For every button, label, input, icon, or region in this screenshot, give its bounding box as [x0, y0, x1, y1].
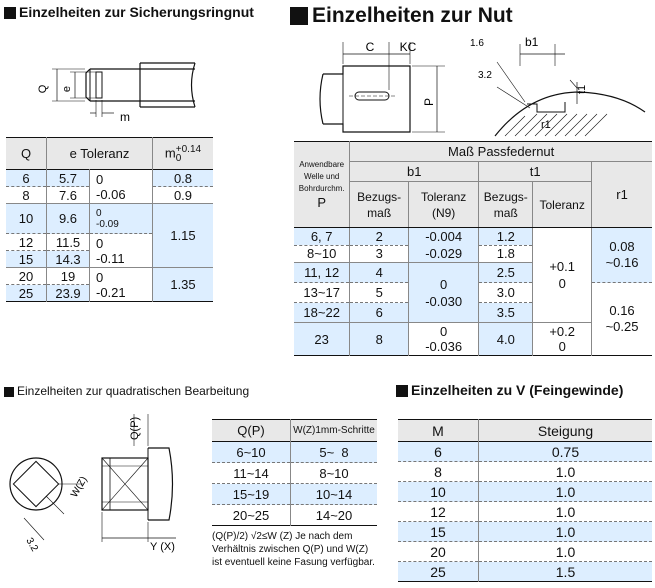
title-square-icon [4, 7, 16, 19]
table-row: 6~10 5~ 8 [212, 442, 377, 463]
retaining-ring-table [6, 137, 213, 302]
dim-b1-label: b1 [525, 35, 539, 49]
square-machining-table [212, 419, 377, 526]
header-t1-reference: Bezugs- maß [479, 182, 533, 228]
fine-thread-table [398, 419, 652, 582]
header-pitch: Steigung [537, 422, 594, 439]
table-row: 25 1.5 [398, 562, 652, 582]
roughness-16-label: 1.6 [470, 38, 484, 49]
square-machining-diagram [4, 410, 204, 580]
table-row: 6 0.75 [398, 442, 652, 462]
section3-title: Einzelheiten zur quadratischen Bearbeitung [4, 384, 249, 398]
dim-qp-label: Q(P) [129, 416, 141, 440]
dim-kc-label: KC [399, 40, 417, 54]
header-qp: Q(P) [212, 420, 291, 442]
table-row: 12 1.0 [398, 502, 652, 522]
title-square-icon [290, 7, 308, 25]
header-m: m +0.14 0 [164, 143, 202, 164]
square-machining-note: (Q(P)/2) √2≤W (Z) Je nach dem Verhältnis zwischen Q(P) und W(Z) ist eventuell keine Fasung verfügbar. [212, 531, 375, 568]
dim-r1-label: r1 [541, 119, 551, 131]
keyway-diagram [315, 32, 650, 138]
r1-range-1: 0.08 ~0.16 [592, 228, 652, 283]
header-r1: r1 [592, 162, 652, 228]
table-row: 11~14 8~10 [212, 463, 377, 484]
table-row: 15~19 10~14 [212, 484, 377, 505]
dim-q-label: Q [37, 84, 49, 94]
roughness-32-label: 3.2 [478, 70, 492, 81]
table-row: 10 9.6 0 -0.09 1.15 [6, 204, 213, 234]
table-row: 20~25 14~20 [212, 505, 377, 526]
dim-t1-label: t1 [576, 84, 588, 94]
header-m: M [398, 420, 479, 442]
dim-p-label: P [422, 97, 436, 107]
t1-tolerance-1: +0.1 0 [533, 228, 592, 323]
header-b1-reference: Bezugs- maß [350, 182, 409, 228]
roughness-32-label: 3.2 [23, 536, 40, 554]
table-row: 8 1.0 [398, 462, 652, 482]
keyway-table [294, 141, 652, 356]
retaining-ring-groove-diagram [30, 55, 210, 125]
header-e-tolerance: e Toleranz [47, 138, 153, 170]
table-row: 8~10 3 1.8 [294, 245, 652, 263]
table-row: 20 1.0 [398, 542, 652, 562]
dim-wz-label: W(Z) [69, 474, 90, 500]
table-row: 6, 7 2 -0.004 -0.029 1.2 +0.1 0 0.08 ~0.16 [294, 228, 652, 246]
dim-yx-label: Y (X) [150, 541, 175, 553]
table-row: 18~22 6 3.5 [294, 303, 652, 323]
table-row: 25 23.9 [6, 285, 213, 302]
title-square-icon [396, 385, 408, 397]
table-row: 8 7.6 0.9 [6, 187, 213, 204]
section1-title: Einzelheiten zur Sicherungsringnut [4, 4, 254, 20]
title-square-icon [4, 387, 14, 397]
dim-e-label: e [61, 85, 73, 93]
header-q: Q [6, 138, 47, 170]
dim-m-label: m [120, 110, 130, 124]
header-b1: b1 [350, 162, 479, 182]
table-row: 20 19 0 -0.21 1.35 [6, 268, 213, 285]
dim-c-label: C [365, 40, 375, 54]
table-row: 15 1.0 [398, 522, 652, 542]
header-keyway-dimension: Maß Passfedernut [350, 142, 652, 162]
table-row: 11, 12 4 0 -0.030 2.5 [294, 263, 652, 283]
header-b1-tolerance: Toleranz (N9) [409, 182, 479, 228]
table-row: 15 14.3 [6, 251, 213, 268]
header-applicable-p: Anwendbare Welle und Bohrdurchm. P [294, 142, 350, 228]
header-t1: t1 [479, 162, 592, 182]
t1-tolerance-2: +0.2 0 [533, 323, 592, 356]
table-row: 6 5.7 0 -0.06 0.8 [6, 170, 213, 187]
table-row: 12 11.5 0 -0.11 [6, 234, 213, 251]
table-row: 10 1.0 [398, 482, 652, 502]
header-t1-tolerance: Toleranz [533, 182, 592, 228]
table-row: 23 8 0 -0.036 4.0 +0.2 0 [294, 323, 652, 356]
r1-range-2: 0.16 ~0.25 [592, 283, 652, 356]
table-row: 13~17 5 3.0 0.16 ~0.25 [294, 283, 652, 303]
section2-title: Einzelheiten zur Nut [290, 4, 513, 28]
section4-title: Einzelheiten zu V (Feingewinde) [396, 382, 623, 398]
header-wz-steps: W(Z)1mm-Schritte [293, 425, 375, 436]
